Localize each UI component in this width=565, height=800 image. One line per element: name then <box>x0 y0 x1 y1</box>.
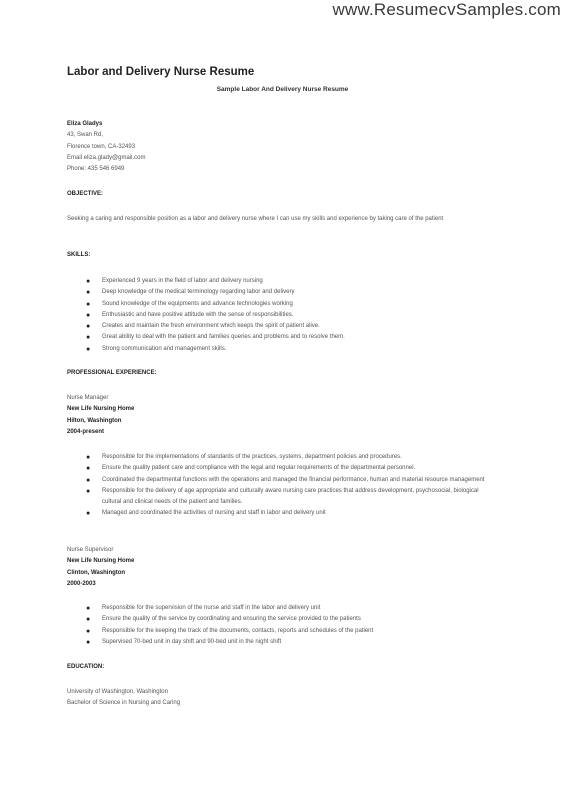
list-item: ● Responsible for the delivery of age appropriate and culturally aware nursing care practices that address development, psychosocial, biological cultural and clinical needs of the patient and families. <box>86 487 479 506</box>
bullet-icon: ● <box>86 289 91 297</box>
job-role: Nurse Supervisor <box>67 547 114 553</box>
list-item: ● Managed and coordinated the activities of nursing and staff in labor and delivery unit <box>86 508 486 519</box>
list-item: ● Coordinated the departmental functions with the operations and managed the financial performance, human and material resource management <box>86 475 486 486</box>
job-role: Nurse Manager <box>67 395 109 401</box>
objective-text: Seeking a caring and responsible position as a labor and delivery nurse where I can use my skills and experience by taking care of the patient <box>67 216 444 222</box>
bullet-icon: ● <box>86 487 91 495</box>
list-item: ● Deep knowledge of the medical terminology regarding labor and delivery <box>86 287 486 298</box>
job-duties-list-2 <box>86 603 486 648</box>
bullet-icon: ● <box>86 510 91 518</box>
list-item: ● Strong communication and management skills. <box>86 344 486 355</box>
bullet-icon: ● <box>86 300 91 308</box>
bullet-icon: ● <box>86 311 91 319</box>
job-header-2 <box>67 545 134 590</box>
list-item: ● Great ability to deal with the patient and families queries and problems and to resolve them. <box>86 332 486 343</box>
bullet-icon: ● <box>86 638 91 646</box>
contact-block <box>67 119 145 175</box>
site-watermark: www.ResumecvSamples.com <box>332 0 561 19</box>
bullet-icon: ● <box>86 454 91 461</box>
skills-list <box>86 276 486 355</box>
education-degree: Bachelor of Science in Nursing and Caring <box>67 700 181 707</box>
objective-heading: OBJECTIVE: <box>67 191 104 197</box>
list-item: ● Sound knowledge of the equipments and advance technologies working <box>86 299 486 310</box>
job-dates: 2004-present <box>67 428 105 435</box>
page-title: Labor and Delivery Nurse Resume <box>67 66 255 78</box>
bullet-icon: ● <box>86 323 91 331</box>
contact-phone: Phone: 435 546 6949 <box>67 166 125 173</box>
list-item: ● Responsible for the keeping the track of the documents, contacts, reports and schedules of the patient <box>86 626 486 637</box>
education-heading: EDUCATION: <box>67 664 105 670</box>
list-item: ● Creates and maintain the fresh environment which keeps the spirit of patient alive. <box>86 321 486 332</box>
contact-address-line2: Florence town, CA-32493 <box>67 143 136 150</box>
contact-email: Email eliza.glady@gmail.com <box>67 154 146 161</box>
skills-heading: SKILLS: <box>67 252 91 258</box>
bullet-icon: ● <box>86 465 91 473</box>
page-subtitle: Sample Labor And Delivery Nurse Resume <box>216 86 349 93</box>
bullet-icon: ● <box>86 616 91 624</box>
contact-name: Eliza Gladys <box>67 121 103 127</box>
job-employer: New Life Nursing Home <box>67 406 135 413</box>
job-duties-list-1 <box>86 452 486 520</box>
bullet-icon: ● <box>86 334 91 342</box>
experience-heading: PROFESSIONAL EXPERIENCE: <box>67 370 157 376</box>
job-header-1 <box>67 393 134 438</box>
bullet-icon: ● <box>86 605 91 612</box>
list-item: ● Responsible for the implementations of standards of the practices, systems, department policies and procedures. <box>86 452 486 463</box>
job-employer: New Life Nursing Home <box>67 558 135 565</box>
contact-address-line1: 43, Swan Rd, <box>67 132 104 139</box>
education-school: University of Washington, Washington <box>67 689 168 695</box>
list-item: ● Supervised 70-bed unit in day shift and 90-bed unit in the night shift <box>86 637 486 648</box>
list-item: ● Ensure the quality patient care and compliance with the legal and regular requirements of the departmental personnel. <box>86 463 486 474</box>
job-dates: 2000-2003 <box>67 580 96 587</box>
list-item: ● Ensure the quality of the service by coordinating and ensuring the service provided to the patients <box>86 614 486 625</box>
job-location: Hilton, Washington <box>67 417 122 424</box>
list-item: ● Experienced 9 years in the field of labor and delivery nursing <box>86 276 486 287</box>
bullet-icon: ● <box>86 278 91 285</box>
bullet-icon: ● <box>86 627 91 635</box>
list-item: ● Responsible for the supervision of the nurse and staff in the labor and delivery unit <box>86 603 486 614</box>
education-block <box>67 687 180 710</box>
job-location: Clinton, Washington <box>67 569 126 576</box>
bullet-icon: ● <box>86 345 91 353</box>
bullet-icon: ● <box>86 476 91 484</box>
list-item: ● Enthusiastic and have positive attitude with the sense of responsibilities. <box>86 310 486 321</box>
